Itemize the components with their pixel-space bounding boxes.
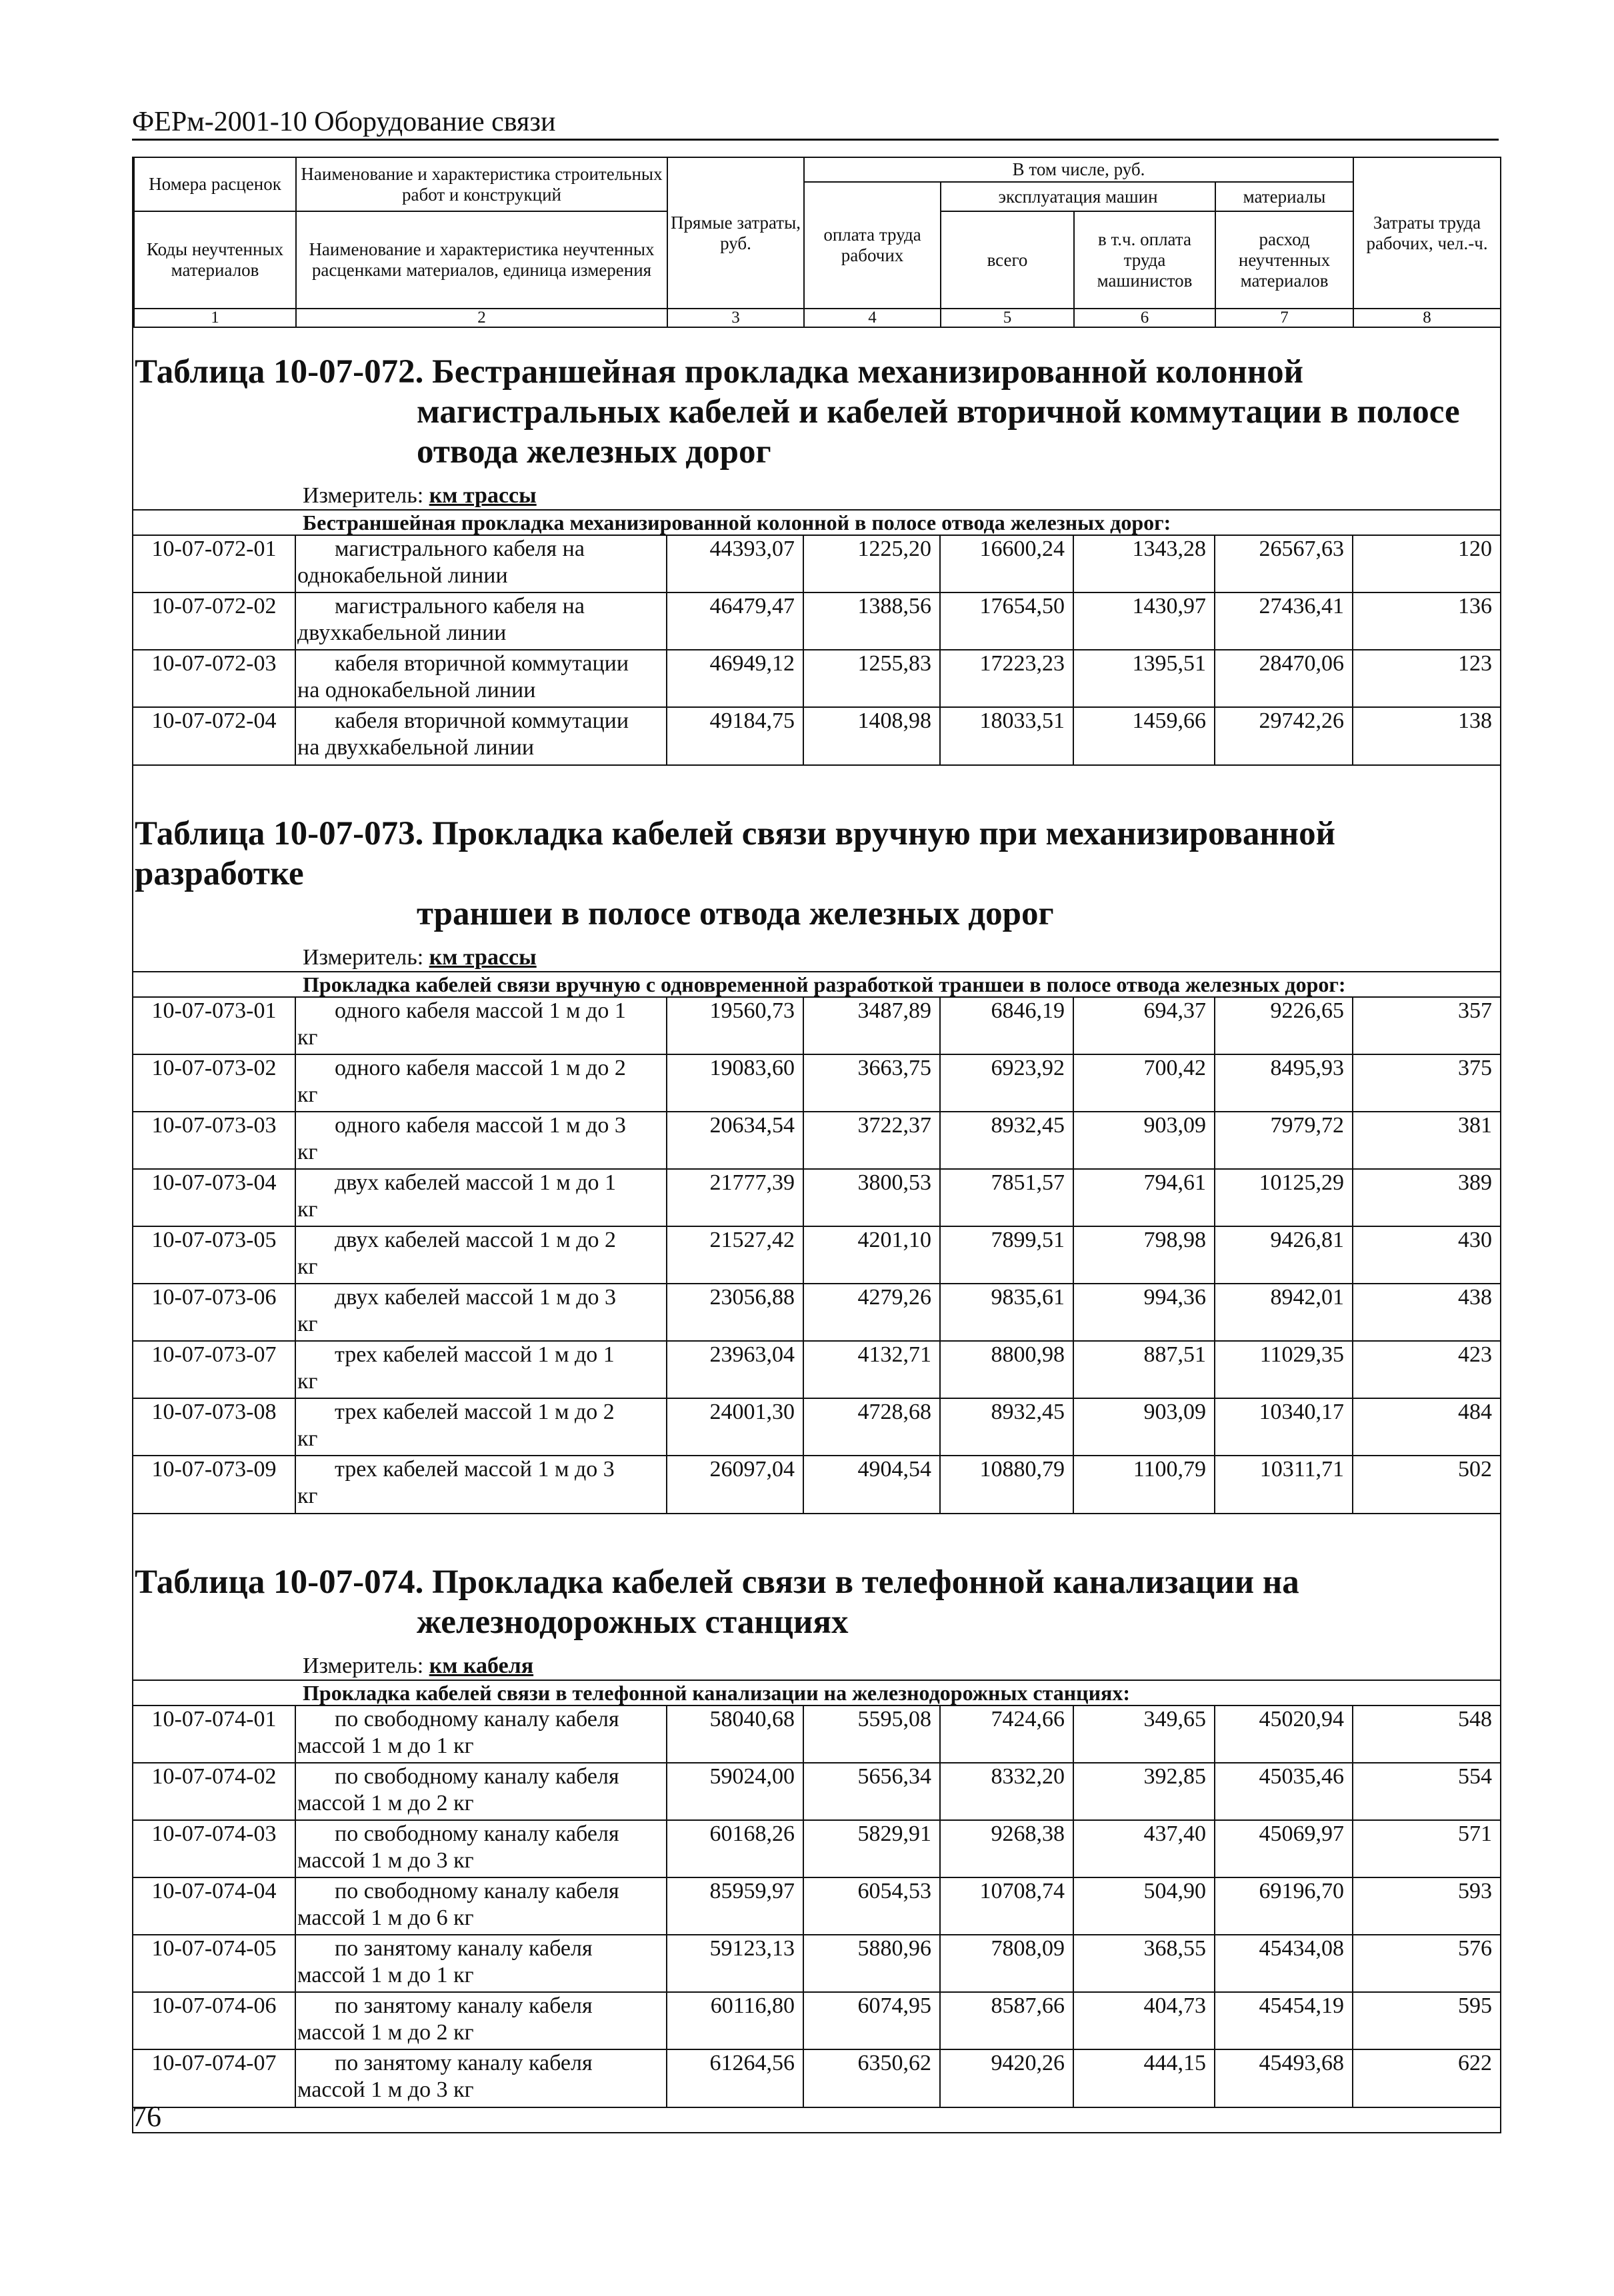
rate-description (295, 1763, 667, 1820)
labor-hours-value: 381 (1353, 1112, 1500, 1169)
operator-wages-value: 994,36 (1073, 1284, 1215, 1341)
table-row (133, 2049, 1500, 2107)
measure-unit-label: Измеритель: (303, 945, 424, 970)
worker-wages-value: 6350,62 (803, 2049, 940, 2107)
direct-costs-value: 19083,60 (667, 1054, 803, 1112)
rate-description (295, 1992, 667, 2049)
worker-wages-value: 6074,95 (803, 1992, 940, 2049)
table-separator (133, 764, 1500, 790)
rate-description-line: кг (297, 1197, 318, 1222)
table-row (133, 1054, 1500, 1112)
rate-description-line: по занятому каналу кабеля (335, 1936, 593, 1961)
rate-code: 10-07-073-04 (133, 1169, 295, 1226)
rate-description-line: одного кабеля массой 1 м до 2 (335, 1056, 626, 1080)
worker-wages-value: 1388,56 (803, 592, 940, 650)
table-row (133, 1456, 1500, 1513)
materials-value: 8495,93 (1215, 1054, 1353, 1112)
labor-hours-value: 430 (1353, 1226, 1500, 1284)
rate-description-line: трех кабелей массой 1 м до 2 (335, 1400, 615, 1424)
table-row (133, 1706, 1500, 1763)
rate-description (295, 1284, 667, 1341)
rate-description-line: двух кабелей массой 1 м до 2 (335, 1228, 617, 1252)
labor-hours-value: 622 (1353, 2049, 1500, 2107)
column-number: 4 (804, 309, 941, 327)
rate-description-line: массой 1 м до 6 кг (297, 1905, 474, 1930)
rate-code: 10-07-073-02 (133, 1054, 295, 1112)
machines-total-value: 8932,45 (940, 1112, 1073, 1169)
operator-wages-value: 1459,66 (1073, 707, 1215, 764)
machines-total-value: 6846,19 (940, 997, 1073, 1054)
machines-total-value: 9420,26 (940, 2049, 1073, 2107)
materials-value: 45035,46 (1215, 1763, 1353, 1820)
operator-wages-value: 903,09 (1073, 1112, 1215, 1169)
worker-wages-value: 4279,26 (803, 1284, 940, 1341)
rate-description-line: по свободному каналу кабеля (335, 1764, 619, 1789)
machines-total-value: 9835,61 (940, 1284, 1073, 1341)
rate-code: 10-07-074-06 (133, 1992, 295, 2049)
rate-description (295, 1456, 667, 1513)
rate-description-line: по занятому каналу кабеля (335, 1993, 593, 2018)
operator-wages-value: 694,37 (1073, 997, 1215, 1054)
direct-costs-value: 26097,04 (667, 1456, 803, 1513)
measure-unit-label: Измеритель: (303, 1654, 424, 1678)
machines-total-value: 6923,92 (940, 1054, 1073, 1112)
worker-wages-value: 5880,96 (803, 1935, 940, 1992)
operator-wages-value: 444,15 (1073, 2049, 1215, 2107)
direct-costs-value: 24001,30 (667, 1398, 803, 1456)
header-including: В том числе, руб. (804, 157, 1353, 182)
rate-description-line: массой 1 м до 1 кг (297, 1963, 474, 1987)
machines-total-value: 9268,38 (940, 1820, 1073, 1877)
header-direct-costs: Прямые затраты, руб. (667, 157, 804, 309)
rate-table (133, 1705, 1500, 2107)
operator-wages-value: 887,51 (1073, 1341, 1215, 1398)
table-row (133, 1341, 1500, 1398)
header-work-name: Наименование и характеристика строительных работ и конструкций (296, 157, 667, 211)
table-row (133, 1226, 1500, 1284)
materials-value: 10340,17 (1215, 1398, 1353, 1456)
rate-table-section (133, 790, 1500, 1538)
direct-costs-value: 23056,88 (667, 1284, 803, 1341)
rate-code: 10-07-073-06 (133, 1284, 295, 1341)
worker-wages-value: 4728,68 (803, 1398, 940, 1456)
rate-code: 10-07-074-07 (133, 2049, 295, 2107)
table-row (133, 1992, 1500, 2049)
rate-description (295, 1706, 667, 1763)
operator-wages-value: 404,73 (1073, 1992, 1215, 2049)
materials-value: 10311,71 (1215, 1456, 1353, 1513)
direct-costs-value: 60168,26 (667, 1820, 803, 1877)
direct-costs-value: 49184,75 (667, 707, 803, 764)
labor-hours-value: 123 (1353, 650, 1500, 707)
direct-costs-value: 59024,00 (667, 1763, 803, 1820)
header-material-codes: Коды неучтенных материалов (134, 211, 296, 309)
rate-description (295, 1112, 667, 1169)
worker-wages-value: 4132,71 (803, 1341, 940, 1398)
labor-hours-value: 502 (1353, 1456, 1500, 1513)
labor-hours-value: 571 (1353, 1820, 1500, 1877)
materials-value: 28470,06 (1215, 650, 1353, 707)
machines-total-value: 18033,51 (940, 707, 1073, 764)
page-number: 76 (132, 2100, 161, 2133)
labor-hours-value: 593 (1353, 1877, 1500, 1935)
worker-wages-value: 3800,53 (803, 1169, 940, 1226)
operator-wages-value: 798,98 (1073, 1226, 1215, 1284)
direct-costs-value: 21527,42 (667, 1226, 803, 1284)
rate-code: 10-07-072-02 (133, 592, 295, 650)
table-row (133, 1398, 1500, 1456)
rate-description (295, 707, 667, 764)
materials-value: 10125,29 (1215, 1169, 1353, 1226)
rate-code: 10-07-073-07 (133, 1341, 295, 1398)
rate-description-line: массой 1 м до 2 кг (297, 1791, 474, 1815)
header-worker-wages: оплата труда рабочих (804, 182, 941, 309)
rate-code: 10-07-073-05 (133, 1226, 295, 1284)
column-number: 1 (134, 309, 296, 327)
table-title-line: отвода железных дорог (417, 433, 771, 471)
materials-value: 45454,19 (1215, 1992, 1353, 2049)
header-operator-wages: в т.ч. оплата труда машинистов (1074, 211, 1215, 309)
section-heading: Прокладка кабелей связи в телефонной канализации на железнодорожных станциях: (133, 1680, 1500, 1705)
worker-wages-value: 1408,98 (803, 707, 940, 764)
direct-costs-value: 85959,97 (667, 1877, 803, 1935)
section-heading: Прокладка кабелей связи вручную с одновременной разработкой траншеи в полосе отвода железных дорог: (133, 971, 1500, 996)
worker-wages-value: 3487,89 (803, 997, 940, 1054)
operator-wages-value: 504,90 (1073, 1877, 1215, 1935)
rate-code: 10-07-073-03 (133, 1112, 295, 1169)
labor-hours-value: 484 (1353, 1398, 1500, 1456)
labor-hours-value: 548 (1353, 1706, 1500, 1763)
header-machines: эксплуатация машин (941, 182, 1215, 211)
estimate-sheet (132, 157, 1501, 2133)
column-header-table (133, 157, 1501, 328)
rate-code: 10-07-073-01 (133, 997, 295, 1054)
measure-unit (133, 934, 1500, 971)
machines-total-value: 7424,66 (940, 1706, 1073, 1763)
operator-wages-value: 903,09 (1073, 1398, 1215, 1456)
column-number: 6 (1074, 309, 1215, 327)
labor-hours-value: 423 (1353, 1341, 1500, 1398)
rate-code: 10-07-073-08 (133, 1398, 295, 1456)
rate-code: 10-07-074-03 (133, 1820, 295, 1877)
rate-description-line: массой 1 м до 3 кг (297, 1848, 474, 1873)
header-unaccounted-materials: расход неучтенных материалов (1215, 211, 1353, 309)
machines-total-value: 10708,74 (940, 1877, 1073, 1935)
rate-description-line: кг (297, 1312, 318, 1336)
rate-description-line: магистрального кабеля на (335, 537, 585, 561)
operator-wages-value: 437,40 (1073, 1820, 1215, 1877)
operator-wages-value: 700,42 (1073, 1054, 1215, 1112)
header-material-name: Наименование и характеристика неучтенных расценками материалов, единица измерения (296, 211, 667, 309)
rate-description-line: по занятому каналу кабеля (335, 2051, 593, 2075)
labor-hours-value: 595 (1353, 1992, 1500, 2049)
rate-description-line: одного кабеля массой 1 м до 3 (335, 1113, 626, 1138)
table-title (133, 328, 1500, 472)
table-row (133, 707, 1500, 764)
running-head: ФЕРм-2001-10 Оборудование связи (132, 107, 1499, 141)
materials-value: 69196,70 (1215, 1877, 1353, 1935)
machines-total-value: 8332,20 (940, 1763, 1073, 1820)
table-row (133, 592, 1500, 650)
table-row (133, 1169, 1500, 1226)
materials-value: 7979,72 (1215, 1112, 1353, 1169)
labor-hours-value: 375 (1353, 1054, 1500, 1112)
rate-description-line: по свободному каналу кабеля (335, 1707, 619, 1731)
header-machines-total: всего (941, 211, 1074, 309)
materials-value: 45434,08 (1215, 1935, 1353, 1992)
worker-wages-value: 5595,08 (803, 1706, 940, 1763)
materials-value: 26567,63 (1215, 535, 1353, 592)
rate-description-line: кг (297, 1484, 318, 1508)
rate-description-line: трех кабелей массой 1 м до 3 (335, 1457, 615, 1482)
table-title (133, 790, 1500, 934)
header-labor-costs: Затраты труда рабочих, чел.-ч. (1353, 157, 1501, 309)
rate-description (295, 535, 667, 592)
operator-wages-value: 1343,28 (1073, 535, 1215, 592)
direct-costs-value: 46949,12 (667, 650, 803, 707)
labor-hours-value: 138 (1353, 707, 1500, 764)
rate-description (295, 1935, 667, 1992)
table-row (133, 650, 1500, 707)
machines-total-value: 8587,66 (940, 1992, 1073, 2049)
rate-table-section (133, 328, 1500, 790)
rate-code: 10-07-074-02 (133, 1763, 295, 1820)
materials-value: 27436,41 (1215, 592, 1353, 650)
table-title (133, 1538, 1500, 1642)
operator-wages-value: 349,65 (1073, 1706, 1215, 1763)
header-rate-numbers: Номера расценок (134, 157, 296, 211)
labor-hours-value: 136 (1353, 592, 1500, 650)
machines-total-value: 7808,09 (940, 1935, 1073, 1992)
rate-description-line: кг (297, 1254, 318, 1279)
table-row (133, 997, 1500, 1054)
table-row (133, 1763, 1500, 1820)
rate-description-line: кг (297, 1140, 318, 1164)
rate-description-line: кг (297, 1082, 318, 1107)
operator-wages-value: 1430,97 (1073, 592, 1215, 650)
rate-description (295, 1226, 667, 1284)
direct-costs-value: 61264,56 (667, 2049, 803, 2107)
machines-total-value: 10880,79 (940, 1456, 1073, 1513)
rate-description-line: кабеля вторичной коммутации (335, 708, 629, 733)
column-number: 8 (1353, 309, 1501, 327)
measure-unit-value: км трассы (429, 945, 537, 970)
rate-description-line: массой 1 м до 3 кг (297, 2077, 474, 2102)
direct-costs-value: 20634,54 (667, 1112, 803, 1169)
rate-code: 10-07-072-04 (133, 707, 295, 764)
labor-hours-value: 576 (1353, 1935, 1500, 1992)
rate-description-line: кг (297, 1025, 318, 1050)
worker-wages-value: 4201,10 (803, 1226, 940, 1284)
table-row (133, 535, 1500, 592)
rate-description-line: двух кабелей массой 1 м до 1 (335, 1170, 617, 1195)
labor-hours-value: 389 (1353, 1169, 1500, 1226)
labor-hours-value: 120 (1353, 535, 1500, 592)
rate-description (295, 650, 667, 707)
direct-costs-value: 60116,80 (667, 1992, 803, 2049)
direct-costs-value: 21777,39 (667, 1169, 803, 1226)
operator-wages-value: 368,55 (1073, 1935, 1215, 1992)
rate-table (133, 996, 1500, 1513)
materials-value: 45493,68 (1215, 2049, 1353, 2107)
table-title-line: Таблица 10-07-074. Прокладка кабелей связи в телефонной канализации на (135, 1564, 1299, 1601)
table-row (133, 1877, 1500, 1935)
measure-unit-value: км кабеля (429, 1654, 534, 1678)
table-title-line: железнодорожных станциях (417, 1604, 849, 1641)
measure-unit (133, 472, 1500, 509)
labor-hours-value: 554 (1353, 1763, 1500, 1820)
operator-wages-value: 794,61 (1073, 1169, 1215, 1226)
rate-description (295, 1820, 667, 1877)
worker-wages-value: 5656,34 (803, 1763, 940, 1820)
labor-hours-value: 357 (1353, 997, 1500, 1054)
rate-code: 10-07-074-04 (133, 1877, 295, 1935)
rate-description-line: магистрального кабеля на (335, 594, 585, 618)
machines-total-value: 7899,51 (940, 1226, 1073, 1284)
table-separator (133, 1513, 1500, 1538)
machines-total-value: 8932,45 (940, 1398, 1073, 1456)
machines-total-value: 17223,23 (940, 650, 1073, 707)
materials-value: 45020,94 (1215, 1706, 1353, 1763)
table-row (133, 1284, 1500, 1341)
column-number: 7 (1215, 309, 1353, 327)
worker-wages-value: 5829,91 (803, 1820, 940, 1877)
machines-total-value: 16600,24 (940, 535, 1073, 592)
table-row (133, 1112, 1500, 1169)
table-title-line: Таблица 10-07-072. Бестраншейная прокладка механизированной колонной (135, 353, 1304, 391)
worker-wages-value: 4904,54 (803, 1456, 940, 1513)
rate-description-line: массой 1 м до 2 кг (297, 2020, 474, 2045)
table-row (133, 1935, 1500, 1992)
operator-wages-value: 392,85 (1073, 1763, 1215, 1820)
rate-description-line: по свободному каналу кабеля (335, 1821, 619, 1846)
rate-description-line: кабеля вторичной коммутации (335, 651, 629, 676)
worker-wages-value: 6054,53 (803, 1877, 940, 1935)
column-number: 3 (667, 309, 804, 327)
rate-description-line: по свободному каналу кабеля (335, 1879, 619, 1903)
rate-description-line: кг (297, 1369, 318, 1394)
worker-wages-value: 3722,37 (803, 1112, 940, 1169)
rate-table (133, 535, 1500, 764)
header-materials: материалы (1215, 182, 1353, 211)
rate-description (295, 997, 667, 1054)
table-row (133, 1820, 1500, 1877)
worker-wages-value: 3663,75 (803, 1054, 940, 1112)
rate-description-line: на однокабельной линии (297, 678, 536, 702)
rate-code: 10-07-072-01 (133, 535, 295, 592)
rate-description-line: кг (297, 1426, 318, 1451)
direct-costs-value: 58040,68 (667, 1706, 803, 1763)
operator-wages-value: 1395,51 (1073, 650, 1215, 707)
rate-description-line: на двухкабельной линии (297, 735, 535, 760)
machines-total-value: 8800,98 (940, 1341, 1073, 1398)
rate-description (295, 2049, 667, 2107)
direct-costs-value: 44393,07 (667, 535, 803, 592)
rate-code: 10-07-074-01 (133, 1706, 295, 1763)
rate-table-section (133, 1538, 1500, 2132)
table-title-line: траншеи в полосе отвода железных дорог (417, 895, 1054, 932)
machines-total-value: 7851,57 (940, 1169, 1073, 1226)
rate-code: 10-07-073-09 (133, 1456, 295, 1513)
operator-wages-value: 1100,79 (1073, 1456, 1215, 1513)
rate-tables (133, 328, 1500, 2132)
materials-value: 9426,81 (1215, 1226, 1353, 1284)
direct-costs-value: 59123,13 (667, 1935, 803, 1992)
rate-description (295, 1054, 667, 1112)
rate-description (295, 1877, 667, 1935)
rate-description-line: массой 1 м до 1 кг (297, 1733, 474, 1758)
column-number: 5 (941, 309, 1074, 327)
measure-unit-label: Измеритель: (303, 483, 424, 508)
rate-description (295, 1341, 667, 1398)
rate-description (295, 592, 667, 650)
table-separator (133, 2107, 1500, 2132)
materials-value: 8942,01 (1215, 1284, 1353, 1341)
machines-total-value: 17654,50 (940, 592, 1073, 650)
measure-unit-value: км трассы (429, 483, 537, 508)
table-title-line: Таблица 10-07-073. Прокладка кабелей связи вручную при механизированной разработке (135, 815, 1336, 892)
rate-description-line: одного кабеля массой 1 м до 1 (335, 998, 626, 1023)
materials-value: 45069,97 (1215, 1820, 1353, 1877)
materials-value: 11029,35 (1215, 1341, 1353, 1398)
rate-description (295, 1398, 667, 1456)
worker-wages-value: 1225,20 (803, 535, 940, 592)
rate-description-line: трех кабелей массой 1 м до 1 (335, 1342, 615, 1367)
labor-hours-value: 438 (1353, 1284, 1500, 1341)
column-number: 2 (296, 309, 667, 327)
section-heading: Бестраншейная прокладка механизированной колонной в полосе отвода железных дорог: (133, 509, 1500, 535)
rate-description-line: двухкабельной линии (297, 620, 507, 645)
measure-unit (133, 1642, 1500, 1680)
rate-description-line: двух кабелей массой 1 м до 3 (335, 1285, 617, 1310)
worker-wages-value: 1255,83 (803, 650, 940, 707)
table-title-line: магистральных кабелей и кабелей вторичной коммутации в полосе (417, 393, 1460, 431)
materials-value: 29742,26 (1215, 707, 1353, 764)
rate-code: 10-07-074-05 (133, 1935, 295, 1992)
direct-costs-value: 19560,73 (667, 997, 803, 1054)
rate-code: 10-07-072-03 (133, 650, 295, 707)
rate-description (295, 1169, 667, 1226)
direct-costs-value: 46479,47 (667, 592, 803, 650)
materials-value: 9226,65 (1215, 997, 1353, 1054)
rate-description-line: однокабельной линии (297, 563, 508, 588)
direct-costs-value: 23963,04 (667, 1341, 803, 1398)
